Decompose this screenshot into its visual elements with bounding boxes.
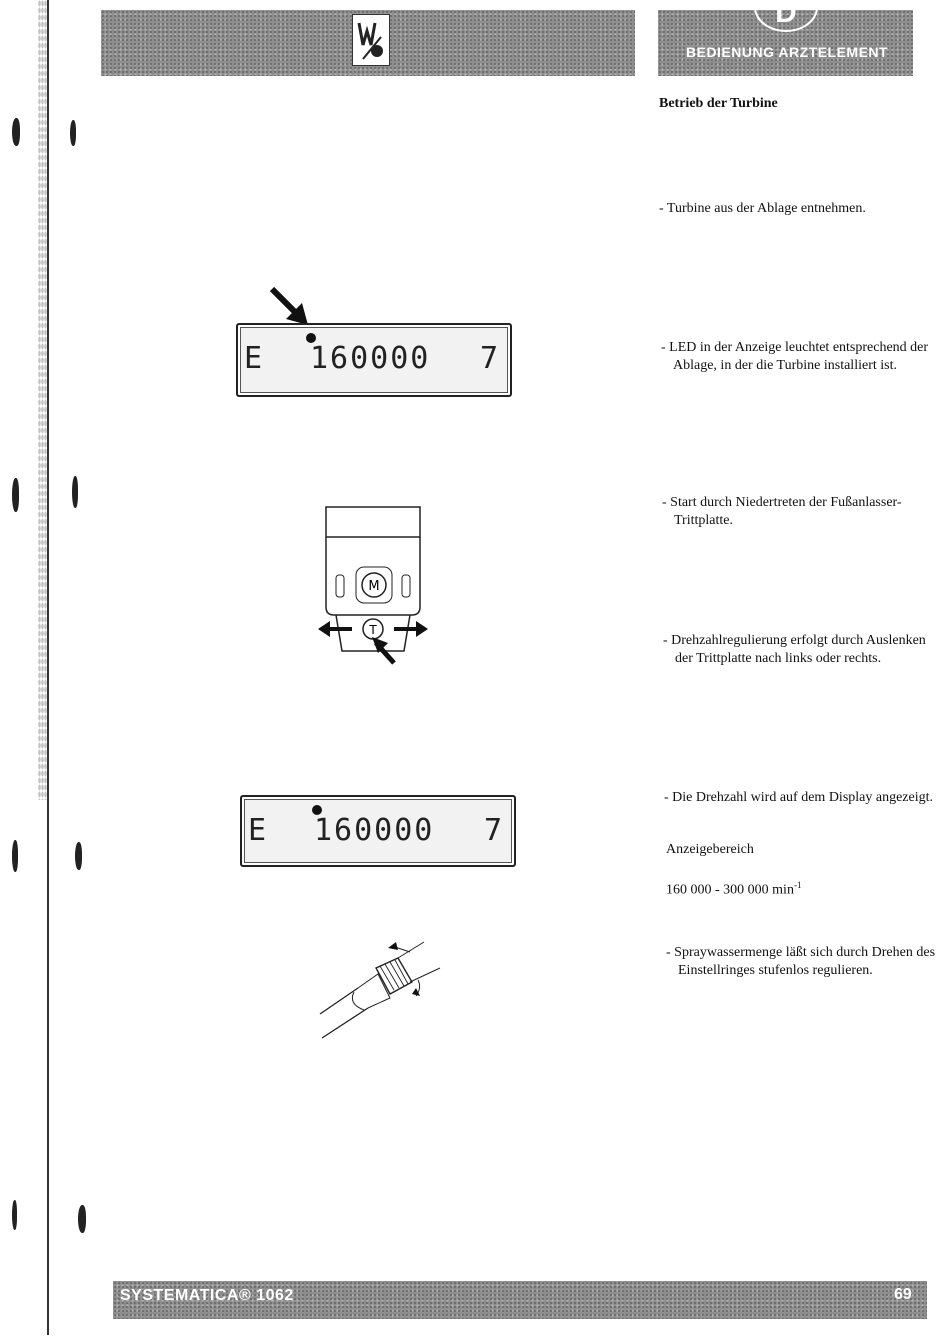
step-led-indicator: - LED in der Anzeige leuchtet entsprechend der Ablage, in der die Turbine installiert ist. bbox=[661, 340, 929, 373]
step-speed-regulation: - Drehzahlregulierung erfolgt durch Auslenken der Trittplatte nach links oder rechts. bbox=[663, 633, 926, 666]
punch-hole bbox=[70, 120, 76, 146]
step-start-foot-control: - Start durch Niedertreten der Fußanlasser-Trittplatte. bbox=[662, 495, 902, 528]
footer-title: SYSTEMATICA® 1062 bbox=[120, 1287, 294, 1304]
range-label: Anzeigebereich bbox=[666, 842, 754, 857]
range-unit-exponent: -1 bbox=[793, 880, 802, 890]
display-speed: 160000 bbox=[314, 813, 435, 848]
speed-display-1 bbox=[236, 323, 512, 397]
foot-control-illustration bbox=[316, 505, 431, 670]
display-mode: E bbox=[248, 813, 269, 848]
punch-hole bbox=[75, 842, 82, 870]
brand-logo bbox=[352, 14, 390, 66]
section-title: BEDIENUNG ARZTELEMENT bbox=[686, 44, 889, 60]
display-speed: 160000 bbox=[310, 341, 431, 376]
page-heading: Betrieb der Turbine bbox=[659, 96, 778, 111]
language-badge: D bbox=[754, 0, 818, 32]
range-value-text: 160 000 - 300 000 min bbox=[666, 882, 794, 898]
display-level: 7 bbox=[484, 813, 505, 848]
punch-hole bbox=[72, 476, 78, 508]
button-m-label: M bbox=[368, 579, 380, 594]
button-t-label: T bbox=[369, 623, 377, 637]
speed-display-2 bbox=[240, 795, 516, 867]
display-mode: E bbox=[244, 341, 265, 376]
display-level: 7 bbox=[480, 341, 501, 376]
punch-hole bbox=[12, 1200, 17, 1230]
punch-hole bbox=[12, 840, 18, 872]
page-number: 69 bbox=[894, 1286, 912, 1303]
range-value bbox=[666, 876, 801, 900]
turbine-handpiece-illustration bbox=[318, 938, 448, 1042]
step-speed-display: - Die Drehzahl wird auf dem Display angezeigt. bbox=[664, 790, 934, 805]
punch-hole bbox=[78, 1205, 86, 1233]
step-spray-water: - Spraywassermenge läßt sich durch Drehen des Einstellringes stufenlos regulieren. bbox=[666, 945, 936, 978]
binding-line bbox=[47, 0, 49, 1335]
punch-hole bbox=[12, 118, 20, 146]
step-remove-turbine: - Turbine aus der Ablage entnehmen. bbox=[659, 201, 866, 216]
punch-hole bbox=[12, 478, 19, 512]
